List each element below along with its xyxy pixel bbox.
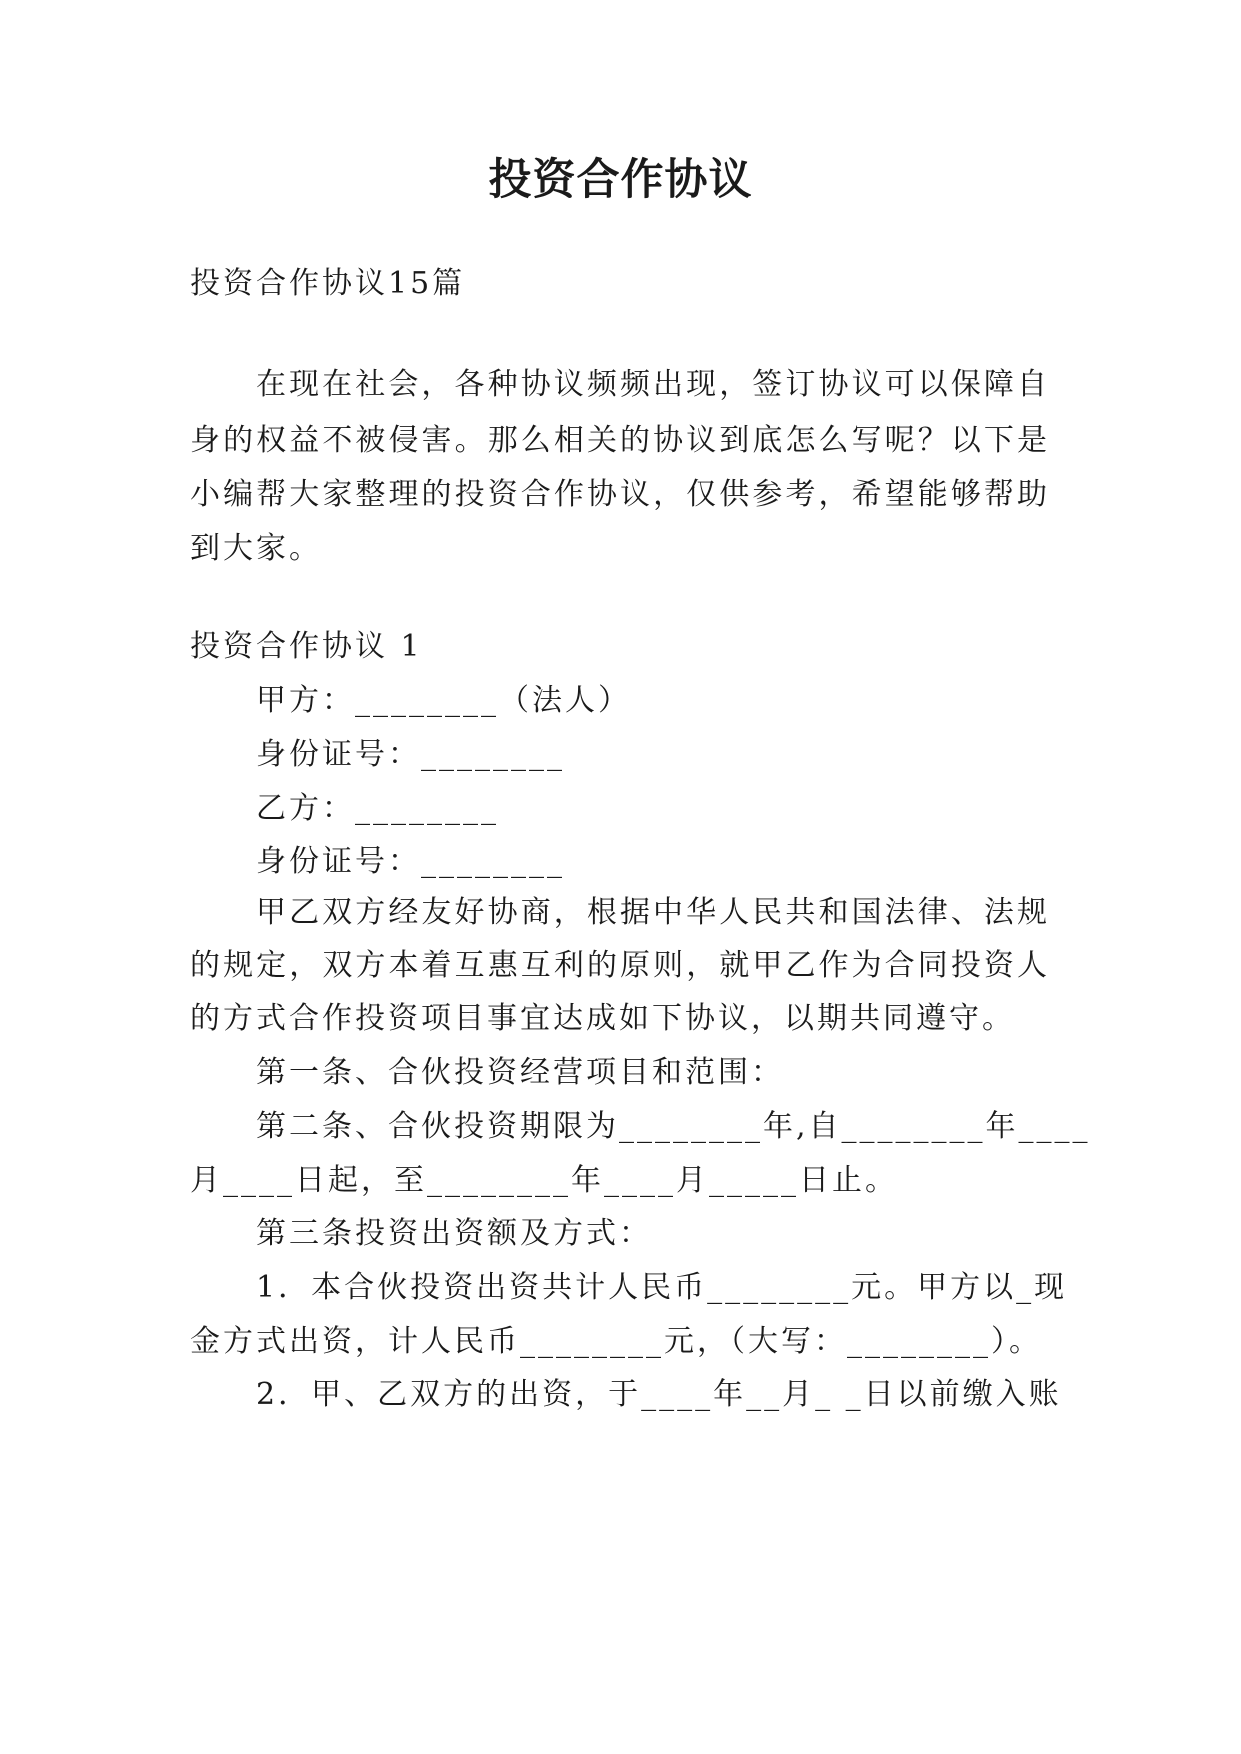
document-title: 投资合作协议 [488, 155, 753, 205]
intro-line: 小编帮大家整理的投资合作协议，仅供参考，希望能够帮助 [190, 477, 1050, 512]
intro-line: 到大家。 [190, 531, 322, 566]
intro-line: 身的权益不被侵害。那么相关的协议到底怎么写呢？以下是 [190, 423, 1050, 458]
item-1-line: 金方式出资，计人民币________元，（大写：________）。 [190, 1324, 1042, 1359]
agreement-line: 的规定，双方本着互惠互利的原则，就甲乙作为合同投资人 [190, 948, 1050, 983]
intro-line: 在现在社会，各种协议频频出现，签订协议可以保障自 [256, 367, 1050, 402]
item-1-line: 1．本合伙投资出资共计人民币________元。甲方以_现 [256, 1270, 1068, 1305]
item-2-line: 2．甲、乙双方的出资，于____年__月_ _日以前缴入账 [256, 1377, 1062, 1412]
article-2-line: 第二条、合伙投资期限为________年,自________年____ [256, 1109, 1091, 1144]
party-b-line: 乙方：________ [256, 791, 499, 826]
document-subtitle: 投资合作协议15篇 [190, 266, 466, 301]
article-3: 第三条投资出资额及方式： [256, 1216, 652, 1251]
party-a-id-line: 身份证号：________ [256, 737, 565, 772]
party-b-id-line: 身份证号：________ [256, 844, 565, 879]
agreement-line: 的方式合作投资项目事宜达成如下协议，以期共同遵守。 [190, 1001, 1015, 1036]
article-1: 第一条、合伙投资经营项目和范围： [256, 1055, 784, 1090]
party-a-line: 甲方：________（法人） [256, 683, 631, 718]
section-heading: 投资合作协议 1 [190, 629, 423, 664]
agreement-line: 甲乙双方经友好协商，根据中华人民共和国法律、法规 [256, 895, 1050, 930]
article-2-line: 月____日起，至________年____月_____日止。 [190, 1163, 898, 1198]
